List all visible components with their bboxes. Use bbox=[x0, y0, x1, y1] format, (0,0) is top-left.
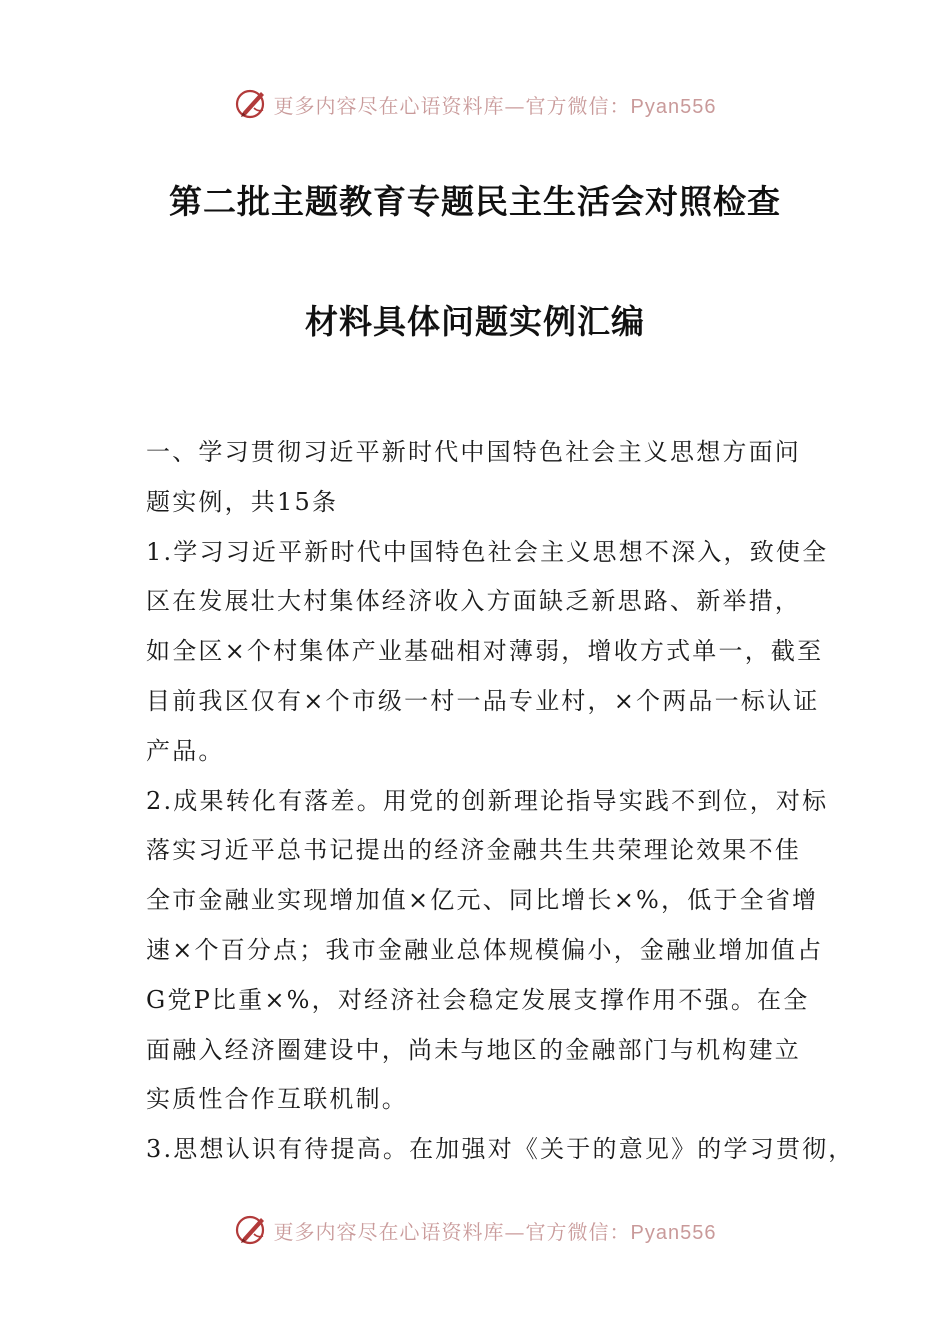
pen-logo-icon bbox=[234, 1212, 270, 1248]
footer-watermark bbox=[0, 1210, 950, 1250]
body-line: 区在发展壮大村集体经济收入方面缺乏新思路、新举措， bbox=[146, 587, 801, 616]
body-line: 目前我区仅有×个市级一村一品专业村，×个两品一标认证 bbox=[146, 686, 820, 715]
watermark-account: Pyan556 bbox=[630, 1221, 717, 1244]
body-line: 产品。 bbox=[146, 736, 225, 765]
body-line: 如全区×个村集体产业基础相对薄弱，增收方式单一，截至 bbox=[146, 637, 824, 666]
body-line: 全市金融业实现增加值×亿元、同比增长×%，低于全省增 bbox=[146, 886, 819, 915]
body-line: 3.思想认识有待提高。在加强对《关于的意见》的学习贯彻， bbox=[146, 1135, 855, 1164]
body-line: 速×个百分点；我市金融业总体规模偏小，金融业增加值占 bbox=[146, 935, 824, 964]
document-title-line-1: 第二批主题教育专题民主生活会对照检查 bbox=[169, 182, 781, 221]
body-line: 题实例，共15条 bbox=[146, 487, 339, 516]
body-line: G党P比重×%，对经济社会稳定发展支撑作用不强。在全 bbox=[146, 985, 810, 1014]
body-line: 面融入经济圈建设中，尚未与地区的金融部门与机构建立 bbox=[146, 1035, 801, 1064]
body-line: 实质性合作互联机制。 bbox=[146, 1085, 408, 1114]
body-line: 一、学习贯彻习近平新时代中国特色社会主义思想方面问 bbox=[146, 438, 801, 466]
watermark-text: 更多内容尽在心语资料库—官方微信：Pyan556 bbox=[273, 1219, 717, 1244]
watermark-text: 更多内容尽在心语资料库—官方微信：Pyan556 bbox=[273, 93, 717, 118]
body-line: 2.成果转化有落差。用党的创新理论指导实践不到位，对标 bbox=[146, 786, 829, 815]
body-line: 1.学习习近平新时代中国特色社会主义思想不深入，致使全 bbox=[146, 537, 829, 566]
pen-logo-icon bbox=[234, 86, 270, 122]
document-title-line-2: 材料具体问题实例汇编 bbox=[305, 302, 645, 341]
header-watermark bbox=[0, 84, 950, 124]
document-body bbox=[146, 428, 855, 1175]
body-line: 落实习近平总书记提出的经济金融共生共荣理论效果不佳 bbox=[146, 836, 801, 865]
watermark-account: Pyan556 bbox=[630, 95, 717, 118]
